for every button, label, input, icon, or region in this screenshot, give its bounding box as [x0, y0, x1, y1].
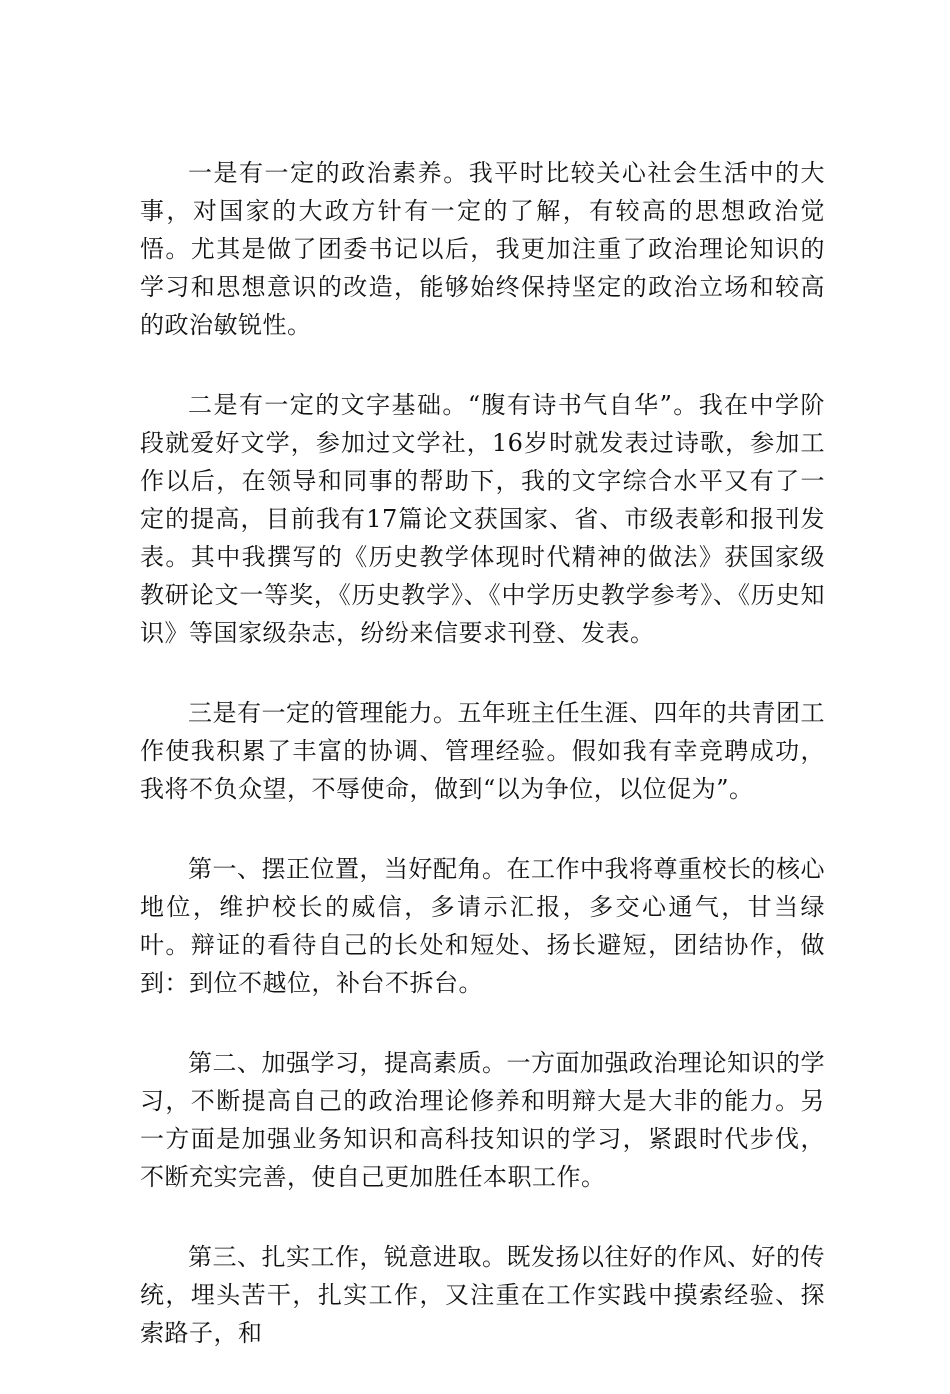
- paragraph-first-position: 第一、摆正位置，当好配角。在工作中我将尊重校长的核心地位，维护校长的威信，多请示汇报，多交心通气，甘当绿叶。辩证的看待自己的长处和短处、扬长避短，团结协作，做到：到位不越位，补台不拆台。: [140, 855, 825, 997]
- paragraph-third-work: 第三、扎实工作，锐意进取。既发扬以往好的作风、好的传统，埋头苦干，扎实工作，又注重在工作实践中摸索经验、探索路子，和: [140, 1243, 825, 1347]
- paragraph-writing-foundation: 二是有一定的文字基础。“腹有诗书气自华”。我在中学阶段就爱好文学，参加过文学社，16岁时就发表过诗歌，参加工作以后，在领导和同事的帮助下，我的文字综合水平又有了一定的提高，目前我有17篇论文获国家、省、市级表彰和报刊发表。其中我撰写的《历史教学体现时代精神的做法》获国家级教研论文一等奖，《历史教学》、《中学历史教学参考》、《历史知识》等国家级杂志，纷纷来信要求刊登、发表。: [140, 391, 825, 647]
- paragraph-management-ability: 三是有一定的管理能力。五年班主任生涯、四年的共青团工作使我积累了丰富的协调、管理经验。假如我有幸竞聘成功，我将不负众望，不辱使命，做到“以为争位，以位促为”。: [140, 699, 825, 803]
- document-body: [140, 154, 825, 1394]
- paragraph-political-literacy: 一是有一定的政治素养。我平时比较关心社会生活中的大事，对国家的大政方针有一定的了解，有较高的思想政治觉悟。尤其是做了团委书记以后，我更加注重了政治理论知识的学习和思想意识的改造，能够始终保持坚定的政治立场和较高的政治敏锐性。: [140, 159, 825, 339]
- paragraph-second-learning: 第二、加强学习，提高素质。一方面加强政治理论知识的学习，不断提高自己的政治理论修养和明辩大是大非的能力。另一方面是加强业务知识和高科技知识的学习，紧跟时代步伐，不断充实完善，使自己更加胜任本职工作。: [140, 1049, 825, 1191]
